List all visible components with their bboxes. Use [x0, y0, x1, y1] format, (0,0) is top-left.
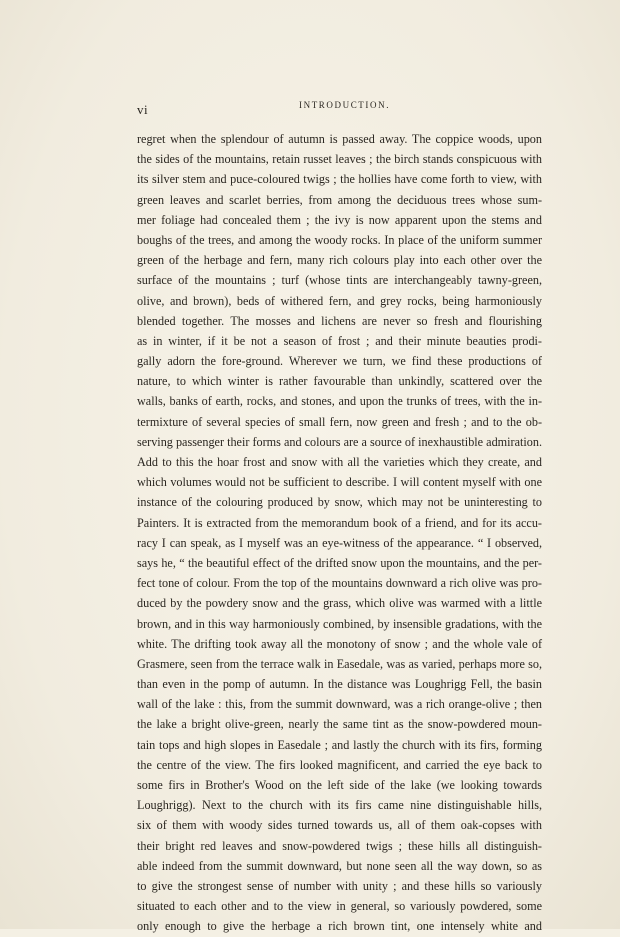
text-line: the sides of the mountains, retain russet leaves ; the birch stands conspicuous with [137, 152, 542, 167]
text-line: olive, and brown), beds of withered fern, and grey rocks, being harmoniously [137, 293, 542, 308]
text-line: Painters. It is extracted from the memorandum book of a friend, and for its accu- [137, 515, 542, 530]
text-line: surface of the mountains ; turf (whose tints are interchangeably tawny-green, [137, 273, 542, 288]
text-line: its silver stem and puce-coloured twigs ; the hollies have come forth to view, with [137, 172, 542, 187]
text-line: which volumes would not be sufficient to describe. I will content myself with one [137, 475, 542, 490]
text-line: Loughrigg). Next to the church with its firs came nine distinguishable hills, [137, 798, 542, 813]
text-line: fect tone of colour. From the top of the mountains downward a rich olive was pro- [137, 576, 542, 591]
text-line: racy I can speak, as I myself was an eye-witness of the appearance. “ I observed, [137, 535, 542, 550]
text-line: as in winter, if it be not a season of frost ; and their minute beauties prodi- [137, 333, 542, 348]
text-line: green leaves and scarlet berries, from among the deciduous trees whose sum- [137, 192, 542, 207]
text-line: termixture of several species of small fern, now green and fresh ; and to the ob- [137, 414, 542, 429]
text-line: boughs of the trees, and among the woody rocks. In place of the uniform summer [137, 232, 542, 247]
running-head [137, 98, 542, 118]
page-number: vi [137, 102, 149, 117]
text-line: serving passenger their forms and colours are a source of inexhaustible admiration. [137, 434, 542, 449]
text-line: regret when the splendour of autumn is passed away. The coppice woods, upon [137, 132, 542, 146]
text-line: Add to this the hoar frost and snow with all the varieties which they create, and [137, 455, 542, 469]
text-line: some firs in Brother's Wood on the left side of the lake (we looking towards [137, 778, 542, 792]
text-line: situated to each other and to the view in general, so variously powdered, some [137, 899, 542, 914]
text-line: white. The drifting took away all the monotony of snow ; and the whole vale of [137, 636, 542, 651]
text-line: nature, to which winter is rather favourable than unkindly, scattered over the [137, 374, 542, 389]
text-line: able indeed from the summit downward, but none seen all the way down, so as [137, 858, 542, 873]
text-line: six of them with woody sides turned towards us, all of them oak-copses with [137, 818, 542, 833]
text-line: duced by the powdery snow and the grass, which olive was warmed with a little [137, 596, 542, 611]
text-line: their bright red leaves and snow-powdered twigs ; these hills all distinguish- [137, 838, 542, 853]
text-line: walls, banks of earth, rocks, and stones, and upon the trunks of trees, with the in- [137, 394, 542, 409]
text-line: tain tops and high slopes in Easedale ; and lastly the church with its firs, forming [137, 737, 542, 752]
text-line: green of the herbage and fern, many rich colours play into each other over the [137, 253, 542, 268]
text-line: mer foliage had concealed them ; the ivy is now apparent upon the stems and [137, 212, 542, 227]
text-line: wall of the lake : this, from the summit downward, was a rich orange-olive ; then [137, 697, 542, 712]
text-line: only enough to give the herbage a rich brown tint, one intensely white and [137, 919, 542, 934]
text-line: blended together. The mosses and lichens are never so fresh and flourishing [137, 313, 542, 328]
text-line: the lake a bright olive-green, nearly the same tint as the snow-powdered moun- [137, 717, 542, 732]
body-text [137, 129, 542, 937]
text-line: says he, “ the beautiful effect of the drifted snow upon the mountains, and the per- [137, 555, 542, 570]
text-line: gally adorn the fore-ground. Wherever we turn, we find these productions of [137, 354, 542, 369]
text-line: instance of the colouring produced by snow, which may not be uninteresting to [137, 495, 542, 510]
text-line: the centre of the view. The firs looked magnificent, and carried the eye back to [137, 757, 542, 772]
text-line: to give the strongest sense of number with unity ; and these hills so variously [137, 878, 542, 893]
text-line: than even in the pomp of autumn. In the distance was Loughrigg Fell, the basin [137, 677, 542, 692]
text-line: Grasmere, seen from the terrace walk in Easedale, was as varied, perhaps more so, [137, 656, 542, 671]
text-line: brown, and in this way harmoniously combined, by insensible gradations, with the [137, 616, 542, 631]
running-head-title: INTRODUCTION. [299, 100, 391, 110]
